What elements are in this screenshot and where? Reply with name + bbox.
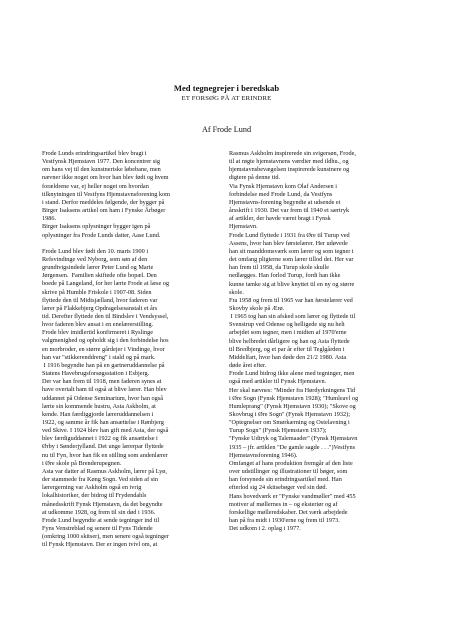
text-line: det omfang pligterne som lærer tillod det. Her var xyxy=(229,256,354,264)
text-line: Birger Isaksens oplysninger bygger igen på xyxy=(42,223,151,231)
text-line: at udkomme 1928, og frem til sin død i 1936. xyxy=(42,508,156,516)
text-line: Frode blev imidlertid konfirmeret i Ryslinge xyxy=(42,329,154,337)
text-line: "Optegnelser om Smørkærning og Ostelavning i xyxy=(229,419,350,427)
text-line: skole. xyxy=(229,288,244,296)
text-line: i Øre Sogn (Fynsk Hjemstavn 1928); "Humleavl og xyxy=(229,394,359,402)
text-line: Humleprang" (Fynsk Hjemstavn 1930); "Skove og xyxy=(229,402,356,410)
text-line: Hjemstavnsforening 1946). xyxy=(229,451,298,459)
text-line: nu til Fyn, hvor han fik en stilling som andenlærer xyxy=(42,451,168,459)
text-line: Her skal nævnes: "Minder fra Hørdyrkningens Tid xyxy=(229,386,356,394)
text-line: I 1916 begyndte han på en gartneruddannelse på xyxy=(42,361,165,369)
text-line: Refsvindinge ved Nyborg, som søn af den xyxy=(42,255,148,263)
text-line: (omkring 1000 skitser), men senere også tegninger xyxy=(42,533,169,541)
text-line: i Øre skole på Brenderupegnen. xyxy=(42,459,122,467)
text-line: kende. Han færdiggjorde læreruddannelsen i xyxy=(42,410,154,418)
text-line: lærergerning var Askholm også en ivrig xyxy=(42,484,142,492)
text-line: digtere på denne tid. xyxy=(229,174,281,182)
text-line: en morbroder, en større gårdejer i Vindinge, hvor xyxy=(42,345,165,353)
text-line: blive helbredet dårligere og han og Asta flyttede xyxy=(229,337,350,345)
text-line: forældrene var, ej heller noget om hvordan xyxy=(42,182,149,190)
text-line: til Fynsk Hjemstavn. Der er ingen tvivl om, at xyxy=(42,541,158,549)
text-line: han sit manddomsværk som lærer og som tegner i xyxy=(229,247,354,255)
text-line: forskellige mølleredskaber. Det værk arbejdede xyxy=(229,508,348,516)
text-line: 1986. xyxy=(42,215,57,223)
right-text-column xyxy=(229,150,414,533)
text-line: han var "stikkerenddreng" i stald og på mark. xyxy=(42,353,156,361)
text-line: Skovby skole på Ærø. xyxy=(229,304,285,312)
article-author: Af Frode Lund xyxy=(201,125,252,134)
text-line: Turup Sogn" (Fynsk Hjemstavn 1937); xyxy=(229,427,327,435)
text-line: lærte sin kommende hustru, Asta Askholm, at xyxy=(42,402,156,410)
left-text-column xyxy=(42,150,227,550)
text-line: også med artikler til Fynsk Hjemstavn. xyxy=(229,378,327,386)
text-line: over udstillinger og illustrationer til bøger, som xyxy=(229,468,348,476)
text-line: Frode Lund flyttede i 1931 fra Øre til Turup ved xyxy=(229,231,350,239)
paragraph-gap xyxy=(42,240,227,248)
text-line: Assens, hvor han blev førstelærer. Her udøvede xyxy=(229,239,348,247)
text-line: døde året efter. xyxy=(229,362,267,370)
text-line: Jørgensen. Familien skiftede ofte bopæl. Den xyxy=(42,272,157,280)
text-line: Fra 1958 og frem til 1965 var han førstelærer ved xyxy=(229,296,353,304)
text-line: uddannet på Odense Seminarium, hvor han også xyxy=(42,394,163,402)
text-line: han forsynede sin erindringsartikel med. Han xyxy=(229,476,342,484)
text-line: Svenstrup ved Odense og helligede sig nu helt xyxy=(229,321,345,329)
text-line: have overtalt ham til også at blive lærer. Han blev xyxy=(42,386,167,394)
text-line: der stammede fra Køng Sogn. Ved siden af sin xyxy=(42,476,159,484)
text-line: forbindelse med Frode Lund, da Vestfyns xyxy=(229,190,333,198)
text-line: i stand. Derfor meddeles følgende, der bygger på xyxy=(42,198,165,206)
text-line: motiver af møllernes in – og eksteriør og af xyxy=(229,500,338,508)
article-title: Med tegnegrejer i beredskab xyxy=(173,83,280,93)
text-line: Frode Lunds erindringsartikel blev bragt i xyxy=(42,150,147,157)
text-line: Hjemstavn. xyxy=(229,223,258,231)
text-line: skrive på Humble Friskole i 1907-08. Siden xyxy=(42,288,152,296)
text-line: Der var han frem til 1918, men faderen synes at xyxy=(42,378,162,386)
text-line: Frode Lund begyndte at sende tegninger ind til xyxy=(42,516,160,524)
text-line: tid. Derefter flyttede den til Bindslev i Vendsyssel, xyxy=(42,312,169,320)
text-line: Birger Isaksens artikel om ham i Fynske Årbøger xyxy=(42,207,166,215)
text-line: Asta var datter af Rasmus Askholm, lærer på Lyø, xyxy=(42,467,167,475)
text-line: Det udkom i 2. oplag i 1977. xyxy=(229,525,301,533)
text-line: Hjemstavns-forening begyndte at udsende et xyxy=(229,198,341,206)
text-line: boede på Langeland, for her lærte Frode at læse og xyxy=(42,280,170,288)
text-line: "Fynske Udtryk og Talemaader" (Fynsk Hjemstavn xyxy=(229,435,358,443)
text-line: Statens Havebrugsforsøgsstation i Esbjerg. xyxy=(42,370,150,378)
text-line: lærer på Flakkebjerg Opdragelsesanstalt et års xyxy=(42,304,158,312)
text-line: månedsskrift Fynsk Hjemstavn, da det begyndte xyxy=(42,500,163,508)
text-line: ved Skive. I 1924 blev han gift med Asta, der også xyxy=(42,427,169,435)
text-line: årsskrift i 1930. Det var frem til 1940 et særtryk xyxy=(229,207,350,215)
text-line: lokalhistoriker, der bidrog til Frydendahls xyxy=(42,492,147,500)
text-line: Vestfynsk Hjemstavn 1977. Den koncentrer sig xyxy=(42,158,161,166)
text-line: af artikler, der havde været bragt i Fynsk xyxy=(229,215,331,223)
text-line: til at røgte hjemstavnens værdier med ildhu., og xyxy=(229,158,349,166)
text-line: flyttede den til Midtsjælland, hvor faderen var xyxy=(42,296,158,304)
text-line: arbejdet som tegner, men i midten af 1970'erne xyxy=(229,329,347,337)
text-line: nævner ikke noget om hvor han blev født og hvem xyxy=(42,174,169,182)
text-line: Omfanget af hans produktion fremgår af den liste xyxy=(229,459,353,467)
article-subtitle: ET FORSØG PÅ AT ERINDRE xyxy=(181,95,272,102)
text-line: nedlægges. Han forlod Turup, fordi han ikke xyxy=(229,272,341,280)
text-line: oplysninger fra Frode Lunds datter, Aase Lund. xyxy=(42,231,161,239)
text-line: 1935 – jfr. artiklen "De gamle sagde . . .")Vestfyns xyxy=(229,443,356,451)
text-line: blev færdiguddannet i 1922 og fik ansættelse i xyxy=(42,435,158,443)
text-line: Hans hovedværk er "Fynske vandmøller" med 455 xyxy=(229,492,356,500)
text-line: Frode Lund bidrog ikke alene med tegninger, men xyxy=(229,370,355,378)
text-line: efterlod sig 24 skitsebøger ved sin død. xyxy=(229,484,328,492)
text-line: han på fra midt i 1930'erne og frem til 1973. xyxy=(229,517,340,525)
text-line: Via Fynsk Hjemstavn kom Olaf Andersen i xyxy=(229,182,337,190)
text-line: grundtvigsindede lærer Peter Lund og Marie xyxy=(42,264,154,272)
text-line: kunne tænke sig at blive knyttet til en ny og større xyxy=(229,280,355,288)
text-line: tilknytningen til Vestfyns Hjemstavnsforening kom xyxy=(42,190,170,198)
text-line: I 1965 tog han sin afsked som lærer og flyttede til xyxy=(229,313,356,321)
text-line: Fyns Venstreblad og senere til Fyns Tidende xyxy=(42,525,153,533)
text-line: om hans vej til den kunstneriske løbebane, men xyxy=(42,166,161,174)
text-line: hvor faderen blev ansat i en enelærerstilling. xyxy=(42,321,154,329)
text-line: Frode Lund blev født den 10. marts 1900 i xyxy=(42,247,149,255)
text-line: han frem til 1958, da Turup skole skulle xyxy=(229,264,329,272)
text-line: Skovbrug i Øre Sogn" (Fynsk Hjemstavn 1932); xyxy=(229,411,350,418)
text-line: hjemstavnsbevægelsen inspirerede kunstnere og xyxy=(229,166,350,174)
text-line: Middelfart, hvor han døde den 21/2 1980. Asta xyxy=(229,353,347,361)
text-line: Rasmus Askholm inspirerede sin svigersøn, Frode, xyxy=(229,150,356,157)
text-line: Ørby i Sønderjylland. Det unge lærerpar flyttede xyxy=(42,443,164,451)
text-line: 1922, og samme år fik han ansættelse i Rønbjerg xyxy=(42,419,164,426)
text-line: valgmenighed og opholdt sig i den forbindelse hos xyxy=(42,337,169,345)
text-line: til Bredbjerg, og et par år efter til Teglgården i xyxy=(229,345,345,353)
